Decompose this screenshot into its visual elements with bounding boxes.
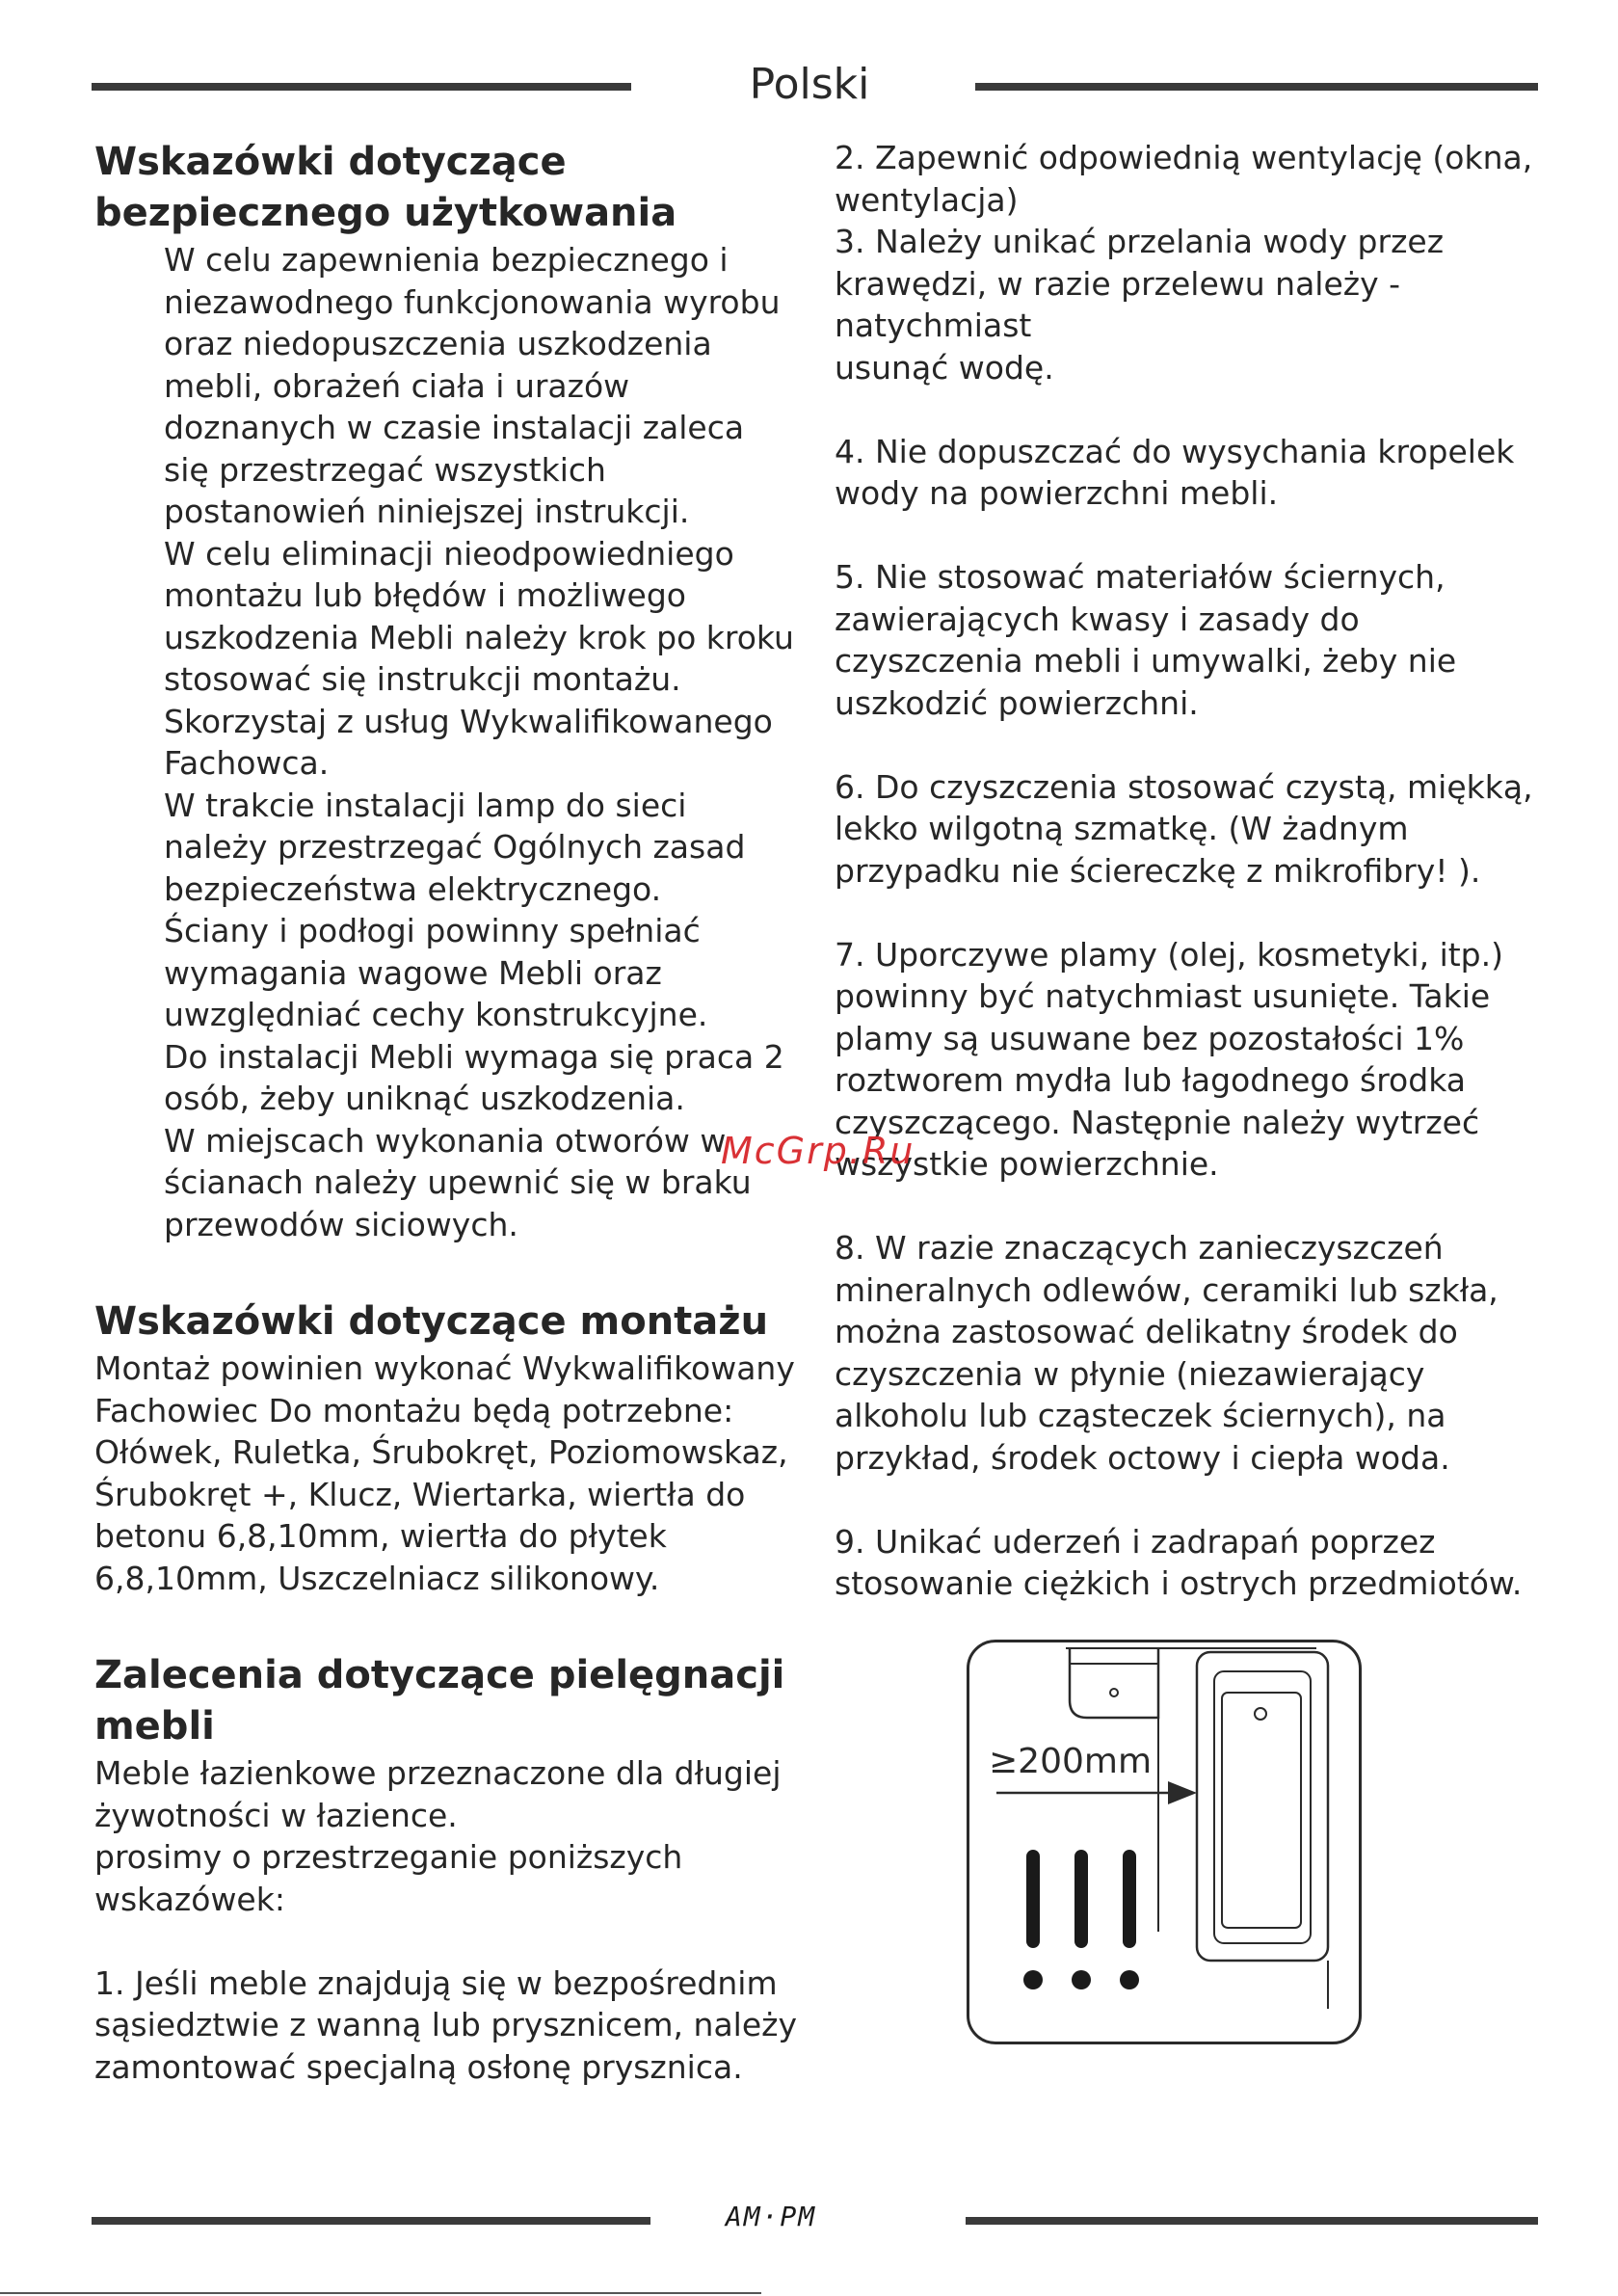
care-item-3: 3. Należy unikać przelania wody przez krawędzi, w razie przelewu należy - natychmiast [835,223,1445,344]
safety-paragraphs [94,239,798,1245]
safety-paragraph: W trakcie instalacji lamp do sieci należy przestrzegać Ogólnych zasad bezpieczeństwa elektrycznego. [164,786,746,908]
care-intro: Meble łazienkowe przeznaczone dla długiej żywotności w łazience. [94,1754,782,1834]
care-item-9: 9. Unikać uderzeń i zadrapań poprzez stosowanie ciężkich i ostrych przedmiotów. [835,1522,1523,1602]
watermark: McGrp.Ru [721,1130,915,1172]
language-heading: Polski [749,60,870,109]
footer-rule-right [966,2217,1538,2225]
care-item-7: 7. Uporczywe plamy (olej, kosmetyki, itp.) powinny być natychmiast usunięte. Takie plamy są usuwane bez pozostałości 1% roztworem mydła lub łagodnego środka czyszczącego. Następnie należy wytrzeć wszystkie powierzchnie. [835,935,1503,1183]
care-intro-request: prosimy o przestrzeganie poniższych wskazówek: [94,1838,683,1918]
safety-paragraph: W celu zapewnienia bezpiecznego i niezawodnego funkcjonowania wyrobu oraz niedopuszczenia uszkodzenia mebli, obrażeń ciała i urazów doznanych w czasie instalacji zaleca się przestrzegać wszystkich postanowień niniejszej instrukcji. [164,241,781,530]
footer-rule-left [92,2217,650,2225]
care-item-8: 8. W razie znaczących zanieczyszczeń mineralnych odlewów, ceramiki lub szkła, można zastosować delikatny środek do czyszczenia w płynie (niezawierający alkoholu lub cząsteczek ściernych), na przykład, środek octowy i ciepła woda. [835,1229,1499,1477]
safety-paragraph: Do instalacji Mebli wymaga się praca 2 osób, żeby uniknąć uszkodzenia. [164,1037,784,1117]
care-item-1: 1. Jeśli meble znajdują się w bezpośrednim sąsiedztwie z wanną lub prysznicem, należy zamontować specjalną osłonę prysznica. [94,1963,797,2086]
page-edge-line [0,2292,761,2294]
safety-paragraph: Ściany i podłogi powinny spełniać wymagania wagowe Mebli oraz uwzględniać cechy konstrukcyjne. [164,912,708,1033]
care-item-5: 5. Nie stosować materiałów ściernych, zawierających kwasy i zasady do czyszczenia mebli i umywalki, żeby nie uszkodzić powierzchni. [835,558,1457,722]
header-rule-left [92,83,631,91]
care-item-4: 4. Nie dopuszczać do wysychania kropelek wody na powierzchni mebli. [835,432,1515,512]
safety-paragraph: W miejscach wykonania otworów w ścianach należy upewnić się w braku przewodów siciowych. [164,1121,752,1243]
safety-paragraph: Skorzystaj z usług Wykwalifikowanego Fachowca. [164,702,773,782]
care-title: Zalecenia dotyczące pielęgnacji mebli [94,1653,785,1749]
care-item-3-continued: usunąć wodę. [835,348,1054,387]
header-rule-right [975,83,1538,91]
care-item-2: 2. Zapewnić odpowiednią wentylację (okna, wentylacja) [835,139,1533,219]
distance-label: ≥200mm [989,1742,1153,1781]
safety-paragraph: W celu eliminacji nieodpowiedniego montażu lub błędów i możliwego uszkodzenia Mebli należy krok po kroku stosować się instrukcji montażu. [164,534,794,698]
shower-distance-figure [967,1640,1362,2044]
safety-title: Wskazówki dotyczące bezpiecznego użytkowania [94,140,677,235]
right-column [835,137,1538,1605]
left-column [94,137,798,2088]
mounting-text: Montaż powinien wykonać Wykwalifikowany Fachowiec Do montażu będą potrzebne: Ołówek, Ruletka, Śrubokręt, Poziomowskaz, Śrubokręt +, Klucz, Wiertarka, wiertła do betonu 6,8,10mm, wiertła do płytek 6,8,10mm, Uszczelniacz silikonowy. [94,1349,795,1597]
care-item-6: 6. Do czyszczenia stosować czystą, miękką, lekko wilgotną szmatkę. (W żadnym przypadku nie ściereczkę z mikrofibry! ). [835,767,1533,890]
brand-logo: AM·PM [725,2201,817,2232]
shower-diagram-icon [969,1642,1359,2042]
mounting-title: Wskazówki dotyczące montażu [94,1299,769,1344]
